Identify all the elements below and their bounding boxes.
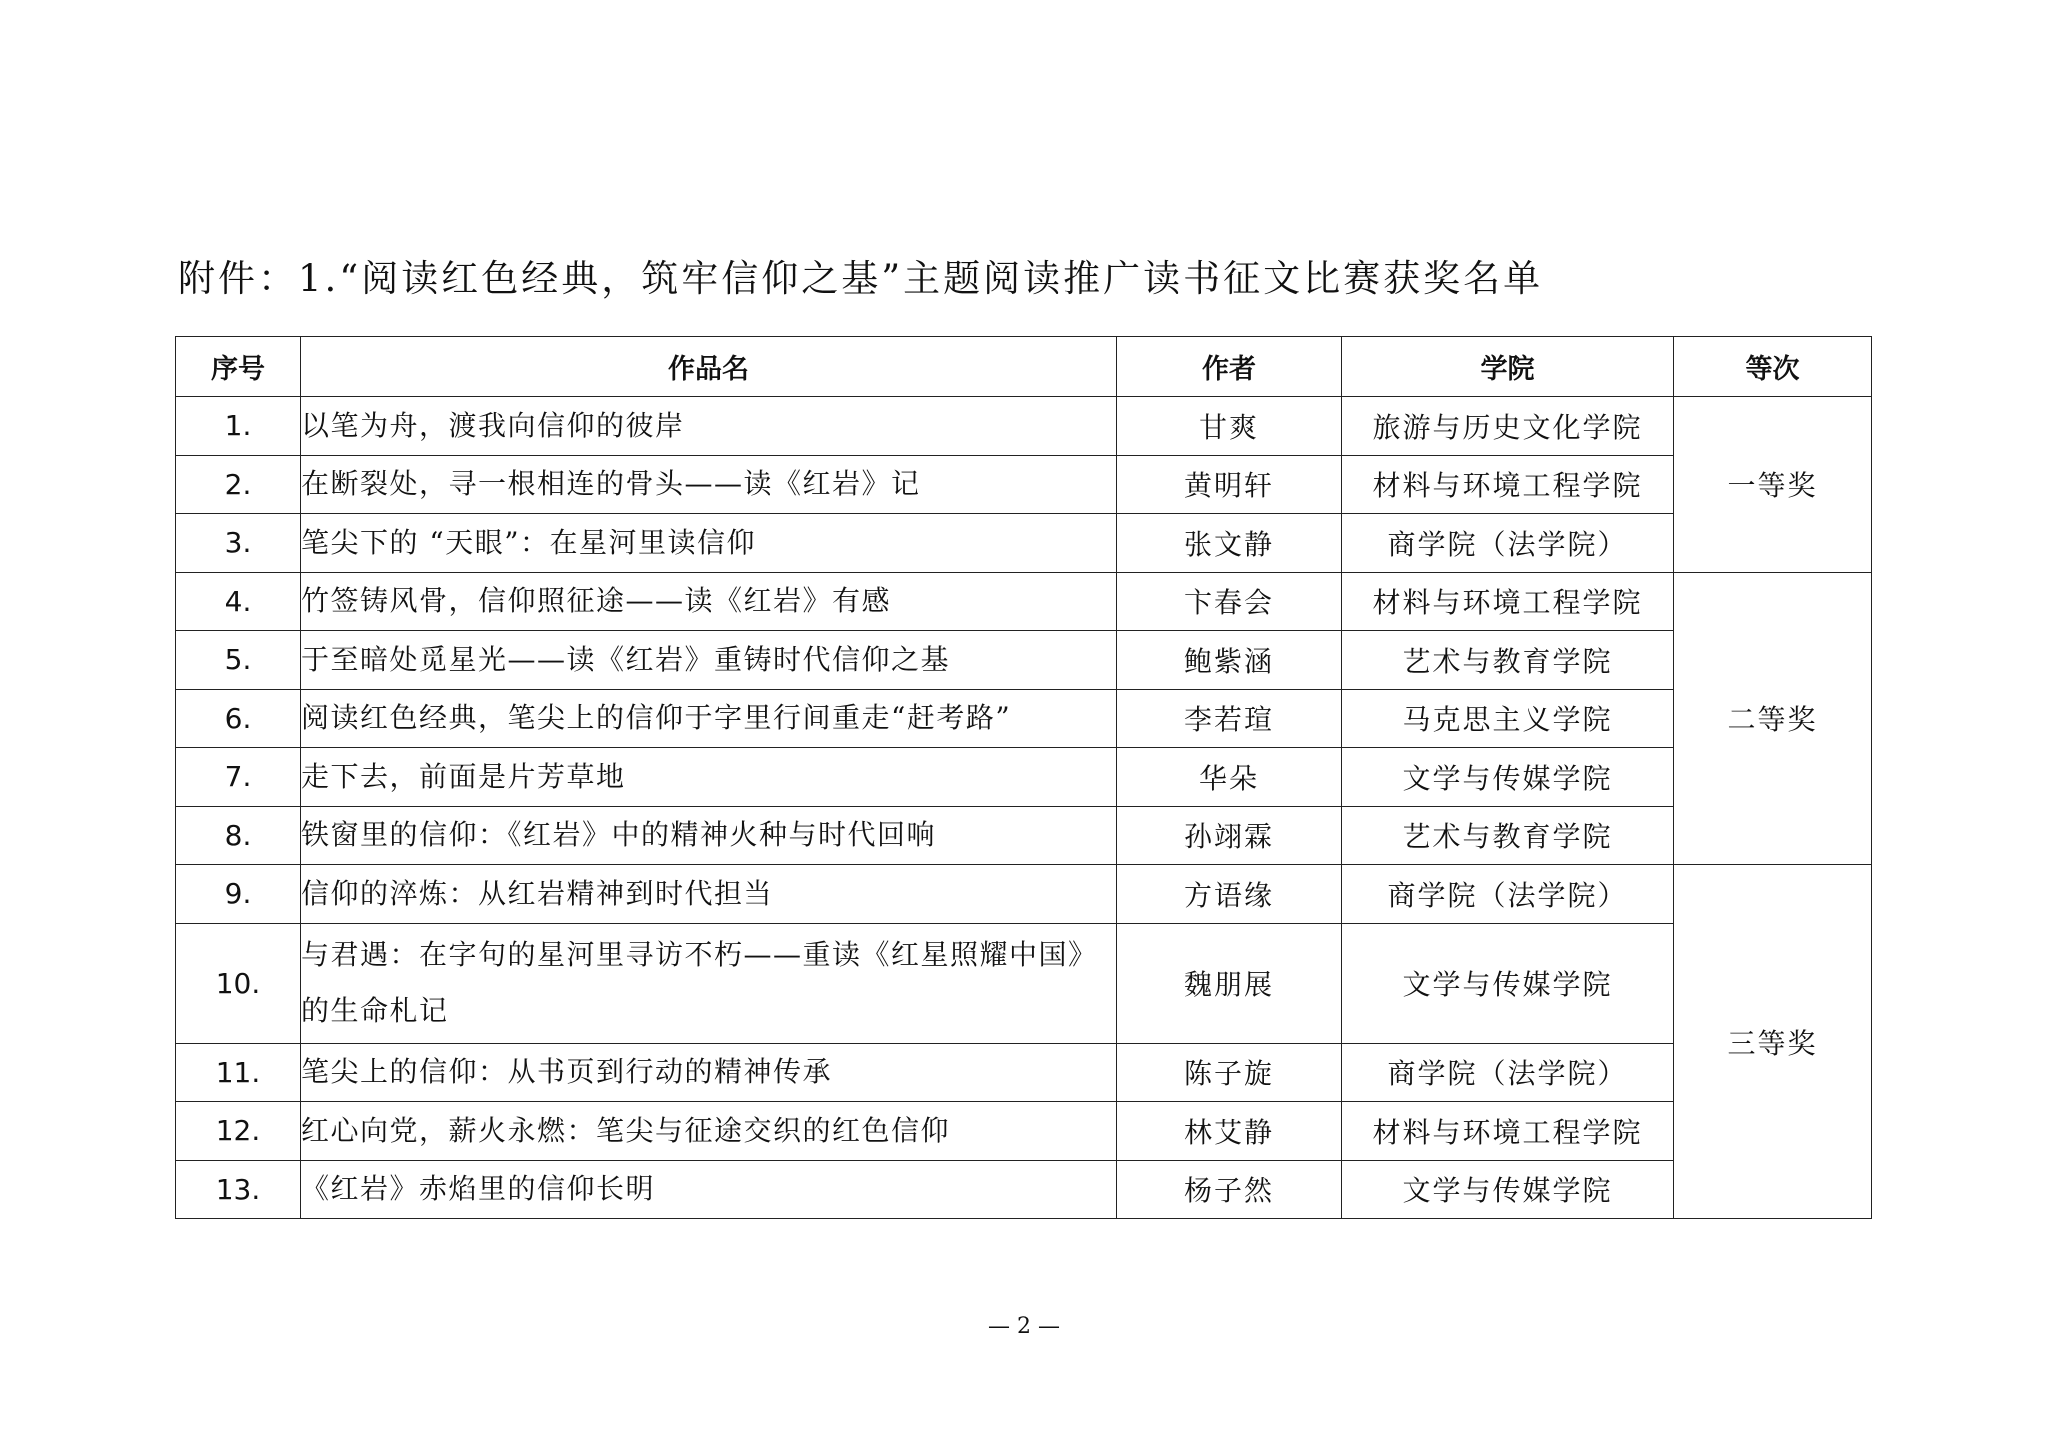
row-index: 6. [176, 689, 301, 748]
table-row [176, 455, 1872, 514]
table-row [176, 1043, 1872, 1102]
author-name: 卞春会 [1117, 572, 1342, 631]
header-author: 作者 [1117, 337, 1342, 397]
author-name: 陈子旋 [1117, 1043, 1342, 1102]
header-rank: 等次 [1674, 337, 1872, 397]
author-name: 甘爽 [1117, 397, 1342, 456]
college-name: 商学院（法学院） [1342, 865, 1674, 924]
row-index: 12. [176, 1102, 301, 1161]
author-name: 张文静 [1117, 514, 1342, 573]
page-title: 附件：1.“阅读红色经典，筑牢信仰之基”主题阅读推广读书征文比赛获奖名单 [178, 257, 1544, 300]
row-index: 4. [176, 572, 301, 631]
author-name: 林艾静 [1117, 1102, 1342, 1161]
row-index: 5. [176, 631, 301, 690]
table-row [176, 865, 1872, 924]
table-row [176, 689, 1872, 748]
row-index: 8. [176, 806, 301, 865]
work-title: 于至暗处觅星光——读《红岩》重铸时代信仰之基 [301, 631, 1117, 690]
rank-third: 三等奖 [1674, 865, 1872, 1219]
college-name: 材料与环境工程学院 [1342, 455, 1674, 514]
table-row [176, 631, 1872, 690]
author-name: 李若瑄 [1117, 689, 1342, 748]
author-name: 华朵 [1117, 748, 1342, 807]
author-name: 孙翊霖 [1117, 806, 1342, 865]
work-title: 竹签铸风骨，信仰照征途——读《红岩》有感 [301, 572, 1117, 631]
work-title: 红心向党，薪火永燃：笔尖与征途交织的红色信仰 [301, 1102, 1117, 1161]
table-row [176, 806, 1872, 865]
work-title: 阅读红色经典，笔尖上的信仰于字里行间重走“赶考路” [301, 689, 1117, 748]
table-row [176, 748, 1872, 807]
page-number: — 2 — [988, 1314, 1060, 1339]
table-row [176, 397, 1872, 456]
row-index: 9. [176, 865, 301, 924]
work-title: 与君遇：在字句的星河里寻访不朽——重读《红星照耀中国》的生命札记 [301, 923, 1117, 1043]
table-row [176, 923, 1872, 1043]
work-title: 在断裂处，寻一根相连的骨头——读《红岩》记 [301, 455, 1117, 514]
table-header-row [176, 337, 1872, 397]
work-title: 以笔为舟，渡我向信仰的彼岸 [301, 397, 1117, 456]
header-index: 序号 [176, 337, 301, 397]
author-name: 魏朋展 [1117, 923, 1342, 1043]
college-name: 商学院（法学院） [1342, 514, 1674, 573]
row-index: 11. [176, 1043, 301, 1102]
college-name: 马克思主义学院 [1342, 689, 1674, 748]
college-name: 材料与环境工程学院 [1342, 1102, 1674, 1161]
college-name: 艺术与教育学院 [1342, 631, 1674, 690]
row-index: 13. [176, 1160, 301, 1219]
work-title: 笔尖上的信仰：从书页到行动的精神传承 [301, 1043, 1117, 1102]
college-name: 旅游与历史文化学院 [1342, 397, 1674, 456]
work-title: 信仰的淬炼：从红岩精神到时代担当 [301, 865, 1117, 924]
table-row [176, 514, 1872, 573]
work-title: 《红岩》赤焰里的信仰长明 [301, 1160, 1117, 1219]
work-title: 铁窗里的信仰：《红岩》中的精神火种与时代回响 [301, 806, 1117, 865]
row-index: 1. [176, 397, 301, 456]
table-row [176, 572, 1872, 631]
table-row [176, 1102, 1872, 1161]
college-name: 文学与传媒学院 [1342, 748, 1674, 807]
college-name: 材料与环境工程学院 [1342, 572, 1674, 631]
work-title: 走下去，前面是片芳草地 [301, 748, 1117, 807]
college-name: 文学与传媒学院 [1342, 923, 1674, 1043]
work-title: 笔尖下的 “天眼”：在星河里读信仰 [301, 514, 1117, 573]
author-name: 鲍紫涵 [1117, 631, 1342, 690]
college-name: 艺术与教育学院 [1342, 806, 1674, 865]
header-title: 作品名 [301, 337, 1117, 397]
table-row [176, 1160, 1872, 1219]
row-index: 2. [176, 455, 301, 514]
row-index: 3. [176, 514, 301, 573]
rank-first: 一等奖 [1674, 397, 1872, 573]
row-index: 10. [176, 923, 301, 1043]
college-name: 文学与传媒学院 [1342, 1160, 1674, 1219]
header-college: 学院 [1342, 337, 1674, 397]
row-index: 7. [176, 748, 301, 807]
award-table [175, 336, 1872, 1219]
author-name: 杨子然 [1117, 1160, 1342, 1219]
rank-second: 二等奖 [1674, 572, 1872, 865]
author-name: 方语缘 [1117, 865, 1342, 924]
college-name: 商学院（法学院） [1342, 1043, 1674, 1102]
author-name: 黄明轩 [1117, 455, 1342, 514]
